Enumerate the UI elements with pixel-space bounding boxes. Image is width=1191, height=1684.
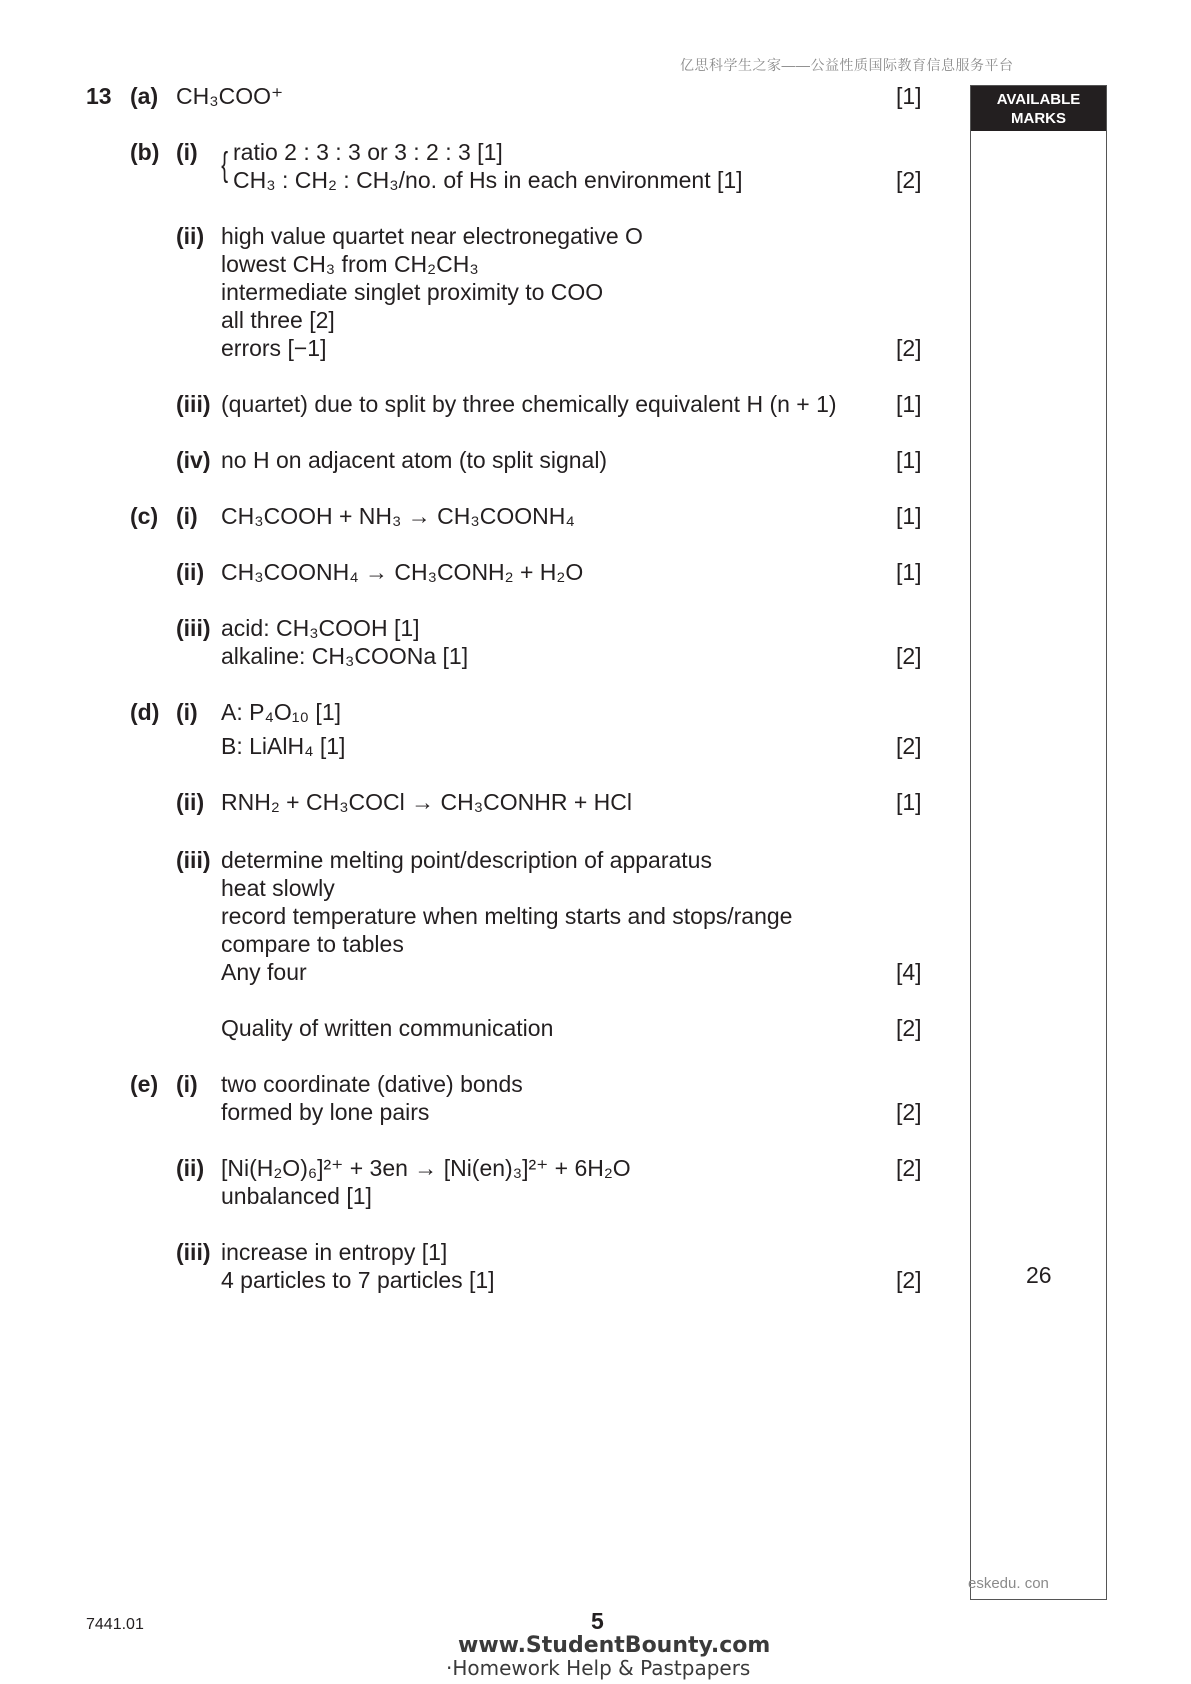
marks-total: 26 (1026, 1262, 1052, 1288)
mark-c-i: [1] (896, 503, 922, 529)
answer-c-i: CH₃COOH + NH₃ → CH₃COONH₄ (221, 503, 575, 529)
subpart-label-d-iii: (iii) (176, 847, 211, 873)
mark-a: [1] (896, 83, 922, 109)
answer-e-iii-line2: 4 particles to 7 particles [1] (221, 1267, 495, 1293)
answer-d-i-line2: B: LiAlH₄ [1] (221, 733, 346, 759)
mark-e-ii: [2] (896, 1155, 922, 1181)
page-number: 5 (591, 1608, 604, 1634)
subpart-label-d-ii: (ii) (176, 789, 205, 815)
answer-b-iii: (quartet) due to split by three chemically equivalent H (n + 1) (221, 391, 837, 417)
answer-b-ii-line4: all three [2] (221, 307, 335, 333)
answer-b-i-line1: ratio 2 : 3 : 3 or 3 : 2 : 3 [1] (233, 139, 503, 165)
mark-d-iii: [4] (896, 959, 922, 985)
answer-d-iii-line1: determine melting point/description of apparatus (221, 847, 712, 873)
answer-d-i-line1: A: P₄O₁₀ [1] (221, 699, 342, 725)
brace-icon: { (221, 146, 229, 184)
answer-b-ii-line2: lowest CH₃ from CH₂CH₃ (221, 251, 479, 277)
answer-d-iii-qwc: Quality of written communication (221, 1015, 554, 1041)
answer-d-iii-line5: Any four (221, 959, 307, 985)
available-marks-header (971, 86, 1106, 131)
answer-d-ii: RNH₂ + CH₃COCl → CH₃CONHR + HCl (221, 789, 633, 815)
answer-d-iii-line3: record temperature when melting starts and stops/range (221, 903, 793, 929)
mark-b-i: [2] (896, 167, 922, 193)
mark-d-ii: [1] (896, 789, 922, 815)
subpart-label-c-i: (i) (176, 503, 198, 529)
subpart-label-e-iii: (iii) (176, 1239, 211, 1265)
answer-d-iii-line4: compare to tables (221, 931, 404, 957)
mark-e-i: [2] (896, 1099, 922, 1125)
answer-c-ii: CH₃COONH₄ → CH₃CONH₂ + H₂O (221, 559, 584, 585)
part-label-a: (a) (130, 83, 159, 109)
answer-b-iv: no H on adjacent atom (to split signal) (221, 447, 608, 473)
answer-b-ii-line5: errors [−1] (221, 335, 327, 361)
answer-c-iii-line2: alkaline: CH₃COONa [1] (221, 643, 469, 669)
answer-e-i-line2: formed by lone pairs (221, 1099, 430, 1125)
subpart-label-b-ii: (ii) (176, 223, 205, 249)
answer-b-ii-line3: intermediate singlet proximity to COO (221, 279, 604, 305)
available-marks-title-line1: AVAILABLE (996, 91, 1081, 108)
subpart-label-b-iii: (iii) (176, 391, 211, 417)
part-label-b: (b) (130, 139, 160, 165)
answer-d-iii-line2: heat slowly (221, 875, 335, 901)
answer-e-ii-line2: unbalanced [1] (221, 1183, 372, 1209)
mark-b-ii: [2] (896, 335, 922, 361)
answer-e-i-line1: two coordinate (dative) bonds (221, 1071, 523, 1097)
mark-d-i: [2] (896, 733, 922, 759)
part-label-c: (c) (130, 503, 159, 529)
page-header: 亿思科学生之家——公益性质国际教育信息服务平台 (680, 57, 1014, 73)
subpart-label-b-i: (i) (176, 139, 198, 165)
mark-d-iii-qwc: [2] (896, 1015, 922, 1041)
answer-c-iii-line1: acid: CH₃COOH [1] (221, 615, 420, 641)
answer-b-ii-line1: high value quartet near electronegative O (221, 223, 643, 249)
answer-e-iii-line1: increase in entropy [1] (221, 1239, 448, 1265)
subpart-label-b-iv: (iv) (176, 447, 211, 473)
studentbounty-tagline: ·Homework Help & Pastpapers (446, 1656, 751, 1680)
part-label-e: (e) (130, 1071, 159, 1097)
part-label-d: (d) (130, 699, 160, 725)
subpart-label-c-iii: (iii) (176, 615, 211, 641)
subpart-label-e-i: (i) (176, 1071, 198, 1097)
available-marks-column (970, 85, 1107, 1600)
watermark-text: eskedu. con (968, 1575, 1049, 1592)
mark-e-iii: [2] (896, 1267, 922, 1293)
available-marks-title-line2: MARKS (1011, 110, 1066, 127)
answer-e-ii-line1: [Ni(H₂O)₆]²⁺ + 3en → [Ni(en)₃]²⁺ + 6H₂O (221, 1155, 631, 1181)
answer-b-i-line2: CH₃ : CH₂ : CH₃/no. of Hs in each environment [1] (233, 167, 743, 193)
subpart-label-d-i: (i) (176, 699, 198, 725)
subpart-label-e-ii: (ii) (176, 1155, 205, 1181)
paper-code: 7441.01 (86, 1616, 144, 1633)
studentbounty-url[interactable]: www.StudentBounty.com (458, 1633, 771, 1658)
mark-b-iii: [1] (896, 391, 922, 417)
question-number: 13 (86, 83, 112, 109)
mark-c-ii: [1] (896, 559, 922, 585)
subpart-label-c-ii: (ii) (176, 559, 205, 585)
mark-b-iv: [1] (896, 447, 922, 473)
mark-c-iii: [2] (896, 643, 922, 669)
answer-a: CH₃COO⁺ (176, 83, 284, 109)
